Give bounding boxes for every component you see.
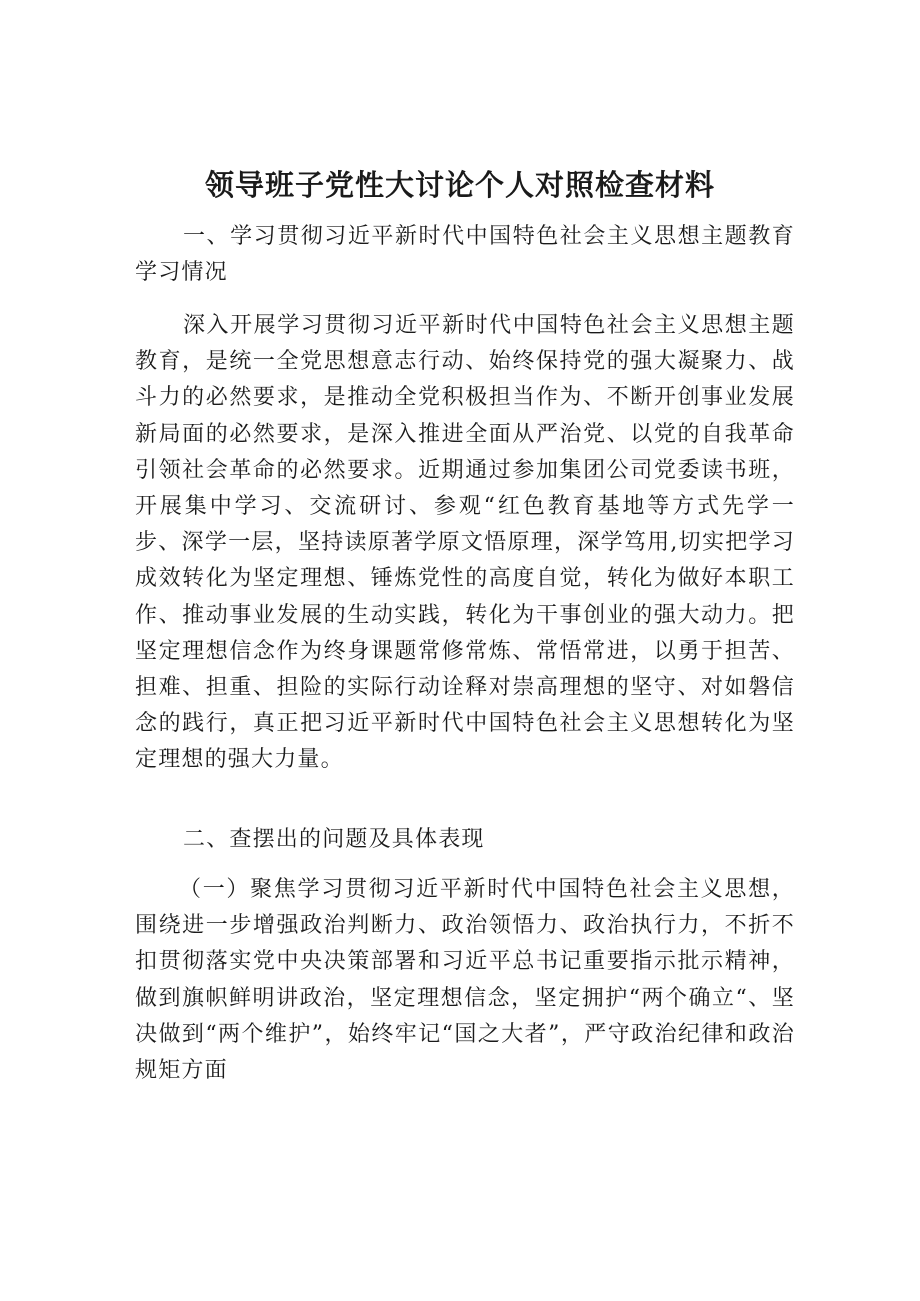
section-1-heading: 一、学习贯彻习近平新时代中国特色社会主义思想主题教育学习情况	[135, 224, 795, 286]
section-2-subheading: （一）聚焦学习贯彻习近平新时代中国特色社会主义思想，围绕进一步增强政治判断力、政治领悟力、政治执行力，不折不扣贯彻落实党中央决策部署和习近平总书记重要指示批示精神，做到旗帜鲜明讲政治，坚定理想信念，坚定拥护“两个确立“、坚决做到“两个维护”，始终牢记“国之大者”，严守政治纪律和政治规矩方面	[135, 877, 795, 1084]
section-1-body: 深入开展学习贯彻习近平新时代中国特色社会主义思想主题教育，是统一全党思想意志行动、始终保持党的强大凝聚力、战斗力的必然要求，是推动全党积极担当作为、不断开创事业发展新局面的必然要求，是深入推进全面从严治党、以党的自我革命引领社会革命的必然要求。近期通过参加集团公司党委读书班，开展集中学习、交流研讨、参观“红色教育基地等方式先学一步、深学一层，坚持读原著学原文悟原理，深学笃用,切实把学习成效转化为坚定理想、锤炼党性的高度自觉，转化为做好本职工作、推动事业发展的生动实践，转化为干事创业的强大动力。把坚定理想信念作为终身课题常修常炼、常悟常进，以勇于担苦、担难、担重、担险的实际行动诠释对崇高理想的坚守、对如磐信念的践行，真正把习近平新时代中国特色社会主义思想转化为坚定理想的强大力量。	[135, 313, 795, 773]
document-title: 领导班子党性大讨论个人对照检查材料	[204, 168, 715, 202]
section-2-heading: 二、查摆出的问题及具体表现	[183, 827, 485, 852]
